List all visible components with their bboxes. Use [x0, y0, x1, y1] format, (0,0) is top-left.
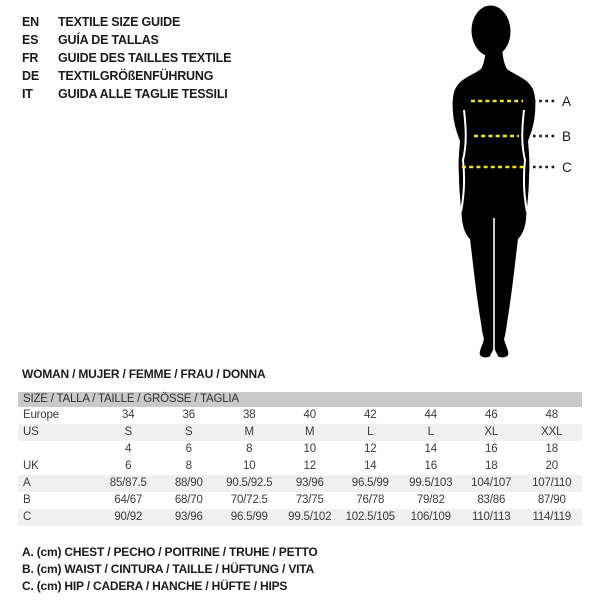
measure-label-b: B — [562, 129, 572, 144]
row-label: Europe — [23, 409, 59, 421]
language-label: GUÍA DE TALLAS — [58, 33, 159, 47]
size-cell: 104/107 — [471, 477, 512, 489]
size-cell: 16 — [424, 460, 437, 472]
size-cell: XL — [484, 426, 499, 438]
size-cell: 70/72.5 — [230, 494, 268, 506]
legend-line: B. (cm) WAIST / CINTURA / TAILLE / HÜFTUNG / VITA — [22, 562, 314, 576]
size-cell: 107/110 — [532, 477, 572, 489]
size-cell: XXL — [541, 426, 563, 438]
size-cell: 93/96 — [295, 477, 324, 489]
language-code: DE — [22, 69, 39, 83]
size-cell: 42 — [364, 409, 377, 421]
row-label: C — [23, 511, 32, 523]
table-row — [18, 407, 582, 424]
language-label: TEXTILE SIZE GUIDE — [58, 15, 181, 29]
size-cell: M — [244, 426, 254, 438]
row-label: US — [23, 426, 39, 438]
size-cell: 93/96 — [174, 511, 203, 523]
size-cell: 14 — [364, 460, 377, 472]
legend-line: A. (cm) CHEST / PECHO / POITRINE / TRUHE / PETTO — [22, 545, 318, 559]
table-row — [18, 458, 582, 475]
size-cell: 10 — [243, 460, 256, 472]
size-cell: M — [305, 426, 315, 438]
size-cell: 64/67 — [114, 494, 143, 506]
size-cell: 38 — [243, 409, 256, 421]
size-cell: S — [185, 426, 193, 438]
size-cell: 36 — [182, 409, 195, 421]
measurement-legend — [22, 544, 318, 595]
section-title: WOMAN / MUJER / FEMME / FRAU / DONNA — [22, 367, 266, 381]
size-cell: 18 — [545, 443, 558, 455]
size-cell: 6 — [125, 460, 132, 472]
size-cell: 76/78 — [356, 494, 385, 506]
size-cell: 4 — [125, 443, 132, 455]
language-label: TEXTILGRÖßENFÜHRUNG — [58, 69, 214, 83]
language-label: GUIDE DES TAILLES TEXTILE — [58, 51, 232, 65]
size-cell: 85/87.5 — [109, 477, 147, 489]
size-cell: 68/70 — [174, 494, 203, 506]
language-label: GUIDA ALLE TAGLIE TESSILI — [58, 87, 228, 101]
language-code: FR — [22, 51, 39, 65]
size-cell: 90.5/92.5 — [226, 477, 273, 489]
measure-label-c: C — [562, 160, 572, 175]
size-cell: S — [124, 426, 132, 438]
size-cell: 99.5/102 — [288, 511, 332, 523]
legend-line: C. (cm) HIP / CADERA / HANCHE / HÜFTE / HIPS — [22, 579, 288, 593]
size-cell: 73/75 — [295, 494, 324, 506]
table-row — [18, 441, 582, 458]
size-cell: 20 — [545, 460, 558, 472]
size-cell: 18 — [485, 460, 498, 472]
row-label: B — [23, 494, 31, 506]
size-cell: 88/90 — [174, 477, 203, 489]
row-label: UK — [23, 460, 39, 472]
size-cell: 90/92 — [114, 511, 143, 523]
row-label: A — [23, 477, 31, 489]
size-cell: L — [427, 426, 434, 438]
size-cell: 79/82 — [416, 494, 445, 506]
size-cell: L — [367, 426, 374, 438]
language-code: ES — [22, 33, 39, 47]
table-row — [18, 424, 582, 441]
language-code: IT — [22, 87, 33, 101]
size-cell: 8 — [246, 443, 253, 455]
size-cell: 12 — [303, 460, 316, 472]
size-cell: 16 — [485, 443, 498, 455]
size-cell: 10 — [303, 443, 316, 455]
measure-label-a: A — [562, 94, 572, 109]
size-table — [18, 392, 582, 526]
size-cell: 6 — [185, 443, 192, 455]
size-cell: 34 — [122, 409, 135, 421]
table-row — [18, 475, 582, 492]
size-cell: 99.5/103 — [409, 477, 453, 489]
size-cell: 40 — [303, 409, 316, 421]
size-cell: 114/119 — [532, 511, 571, 523]
table-row — [18, 492, 582, 509]
size-cell: 96.5/99 — [230, 511, 268, 523]
size-cell: 106/109 — [410, 511, 451, 523]
size-cell: 87/90 — [537, 494, 566, 506]
size-cell: 44 — [424, 409, 437, 421]
table-row — [18, 509, 582, 526]
size-cell: 110/113 — [472, 511, 511, 523]
language-code: EN — [22, 15, 39, 29]
size-cell: 14 — [424, 443, 437, 455]
size-cell: 83/86 — [477, 494, 506, 506]
table-body — [18, 407, 582, 526]
size-cell: 96.5/99 — [351, 477, 389, 489]
size-cell: 102.5/105 — [345, 511, 395, 523]
size-cell: 48 — [545, 409, 558, 421]
size-cell: 8 — [185, 460, 192, 472]
size-cell: 12 — [364, 443, 377, 455]
size-cell: 46 — [485, 409, 498, 421]
table-header: SIZE / TALLA / TAILLE / GRÖSSE / TAGLIA — [18, 392, 582, 407]
row-label — [18, 441, 98, 458]
